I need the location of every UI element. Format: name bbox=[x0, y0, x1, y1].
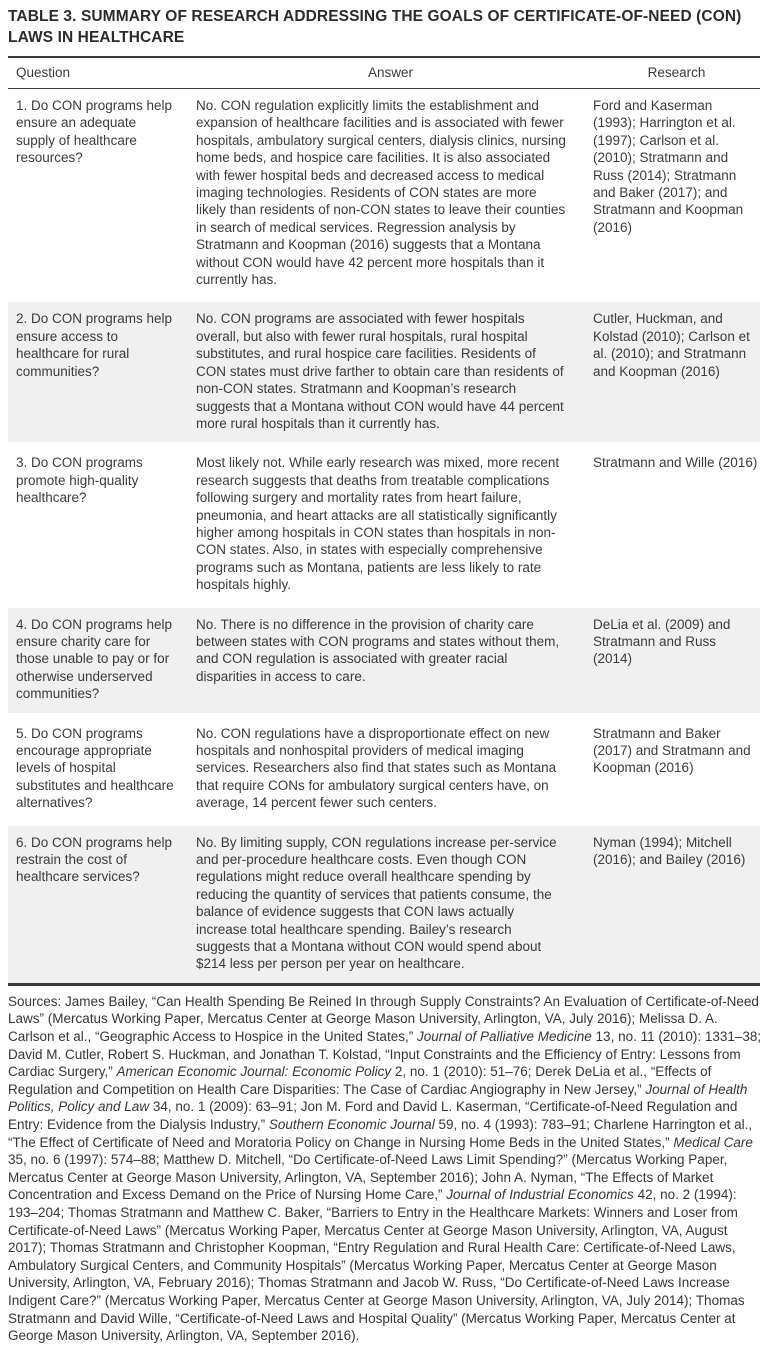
table-row-1 bbox=[8, 89, 760, 298]
table-body bbox=[8, 89, 760, 986]
answer-cell: No. CON programs are associated with fewer hospitals overall, but also with fewer rural hospitals, rural hospital substitutes, and rural hospice care facilities. Residents of CON states must drive farther to obtain care than residents of non-CON states. Stratmann and Koopman’s research suggests that a Montana without CON would have 44 percent more rural hospitals than it currently has. bbox=[196, 311, 564, 431]
answer-cell: No. There is no difference in the provision of charity care between states with CON programs and states without them, and CON regulation is associated with greater racial disparities in access to care. bbox=[196, 616, 560, 684]
question-cell: 5. Do CON programs encourage appropriate levels of hospital substitutes and healthcare alternatives? bbox=[16, 725, 174, 811]
question-cell: 4. Do CON programs help ensure charity care for those unable to pay or for otherwise underserved communities? bbox=[16, 616, 173, 702]
answer-cell: No. By limiting supply, CON regulations increase per-service and per-procedure healthcare costs. Even though CON regulations might reduce overall healthcare spending by reducing the quantity of services that patients consume, the balance of evidence suggests that CON laws actually increase total healthcare spending. Bailey’s research suggests that a Montana without CON would spend about $214 less per person per year on healthcare. bbox=[196, 834, 557, 972]
table-row-6 bbox=[8, 826, 760, 983]
sources-note: Sources: James Bailey, “Can Health Spending Be Reined In through Supply Constraints? An Evaluation of Certificate-of-Need Laws” (Mercatus Working Paper, Mercatus Center at George Mason University, Arlington, VA, July 2016); Melissa D. A. Carlson et al., “Geographic Access to Hospice in the United States,” Journal of Palliative Medicine 13, no. 11 (2010): 1331–38; David M. Cutler, Robert S. Huckman, and Jonathan T. Kolstad, “Input Constraints and the Efficiency of Entry: Lessons from Cardiac Surgery,” American Economic Journal: Economic Policy 2, no. 1 (2010): 51–76; Derek DeLia et al., “Effects of Regulation and Competition on Health Care Disparities: The Case of Cardiac Angiography in New Jersey,” Journal of Health Politics, Policy and Law 34, no. 1 (2009): 63–91; Jon M. Ford and David L. Kaserman, “Certificate-of-Need Regulation and Entry: Evidence from the Dialysis Industry,” Southern Economic Journal 59, no. 4 (1993): 783–91; Charlene Harrington et al., “The Effect of Certificate of Need and Moratoria Policy on Change in Nursing Home Beds in the United States,” Medical Care 35, no. 6 (1997): 574–88; Matthew D. Mitchell, “Do Certificate-of-Need Laws Limit Spending?” (Mercatus Working Paper, Mercatus Center at George Mason University, Arlington, VA, September 2016); John A. Nyman, “The Effects of Market Concentration and Excess Demand on the Price of Nursing Home Care,” Journal of Industrial Economics 42, no. 2 (1994): 193–204; Thomas Stratmann and Matthew C. Baker, “Barriers to Entry in the Healthcare Markets: Winners and Loser from Certificate-of-Need Laws” (Mercatus Working Paper, Mercatus Center at George Mason University, Arlington, VA, August 2017); Thomas Stratmann and Christopher Koopman, “Entry Regulation and Rural Health Care: Certificate-of-Need Laws, Ambulatory Surgical Centers, and Community Hospitals” (Mercatus Working Paper, Mercatus Center at George Mason University, Arlington, VA, February 2016); Thomas Stratmann and Jacob W. Russ, “Do Certificate-of-Need Laws Increase Indigent Care?” (Mercatus Working Paper, Mercatus Center at George Mason University, Arlington, VA, July 2014); Thomas Stratmann and David Wille, “Certificate-of-Need Laws and Hospital Quality” (Mercatus Working Paper, Mercatus Center at George Mason University, Arlington, VA, September 2016). bbox=[8, 993, 762, 1344]
summary-table bbox=[8, 56, 760, 986]
answer-cell: No. CON regulations have a disproportionate effect on new hospitals and nonhospital providers of medical imaging services. Researchers also find that states such as Montana that require CONs for ambulatory surgical centers have, on average, 14 percent fewer such centers. bbox=[196, 725, 557, 811]
column-header-answer: Answer bbox=[367, 65, 413, 80]
answer-cell: No. CON regulation explicitly limits the establishment and expansion of healthcare facilities and is associated with fewer hospitals, ambulatory surgical centers, dialysis clinics, nursing home beds, and hospice care facilities. It is also associated with fewer hospital beds and decreased access to medical imaging technologies. Residents of CON states are more likely than residents of non-CON states to leave their counties in search of medical services. Regression analysis by Stratmann and Koopman (2016) suggests that a Montana without CON would have 42 percent more hospitals than it currently has. bbox=[196, 98, 566, 288]
table-title: TABLE 3. SUMMARY OF RESEARCH ADDRESSING THE GOALS OF CERTIFICATE-OF-NEED (CON) LAWS IN HEALTHCARE bbox=[8, 8, 742, 46]
table-row-2 bbox=[8, 302, 760, 442]
answer-cell: Most likely not. While early research was mixed, more recent research suggests that deaths from treatable complications following surgery and mortality rates from heart failure, pneumonia, and heart attacks are all statistically significantly higher among hospitals in CON states than hospitals in non-CON states. Also, in states with especially comprehensive programs such as Montana, patients are less likely to rate hospitals highly. bbox=[196, 455, 560, 593]
research-cell: Cutler, Huckman, and Kolstad (2010); Carlson et al. (2010); and Stratmann and Koopman (2016) bbox=[593, 311, 750, 379]
research-cell: Stratmann and Wille (2016) bbox=[593, 455, 758, 471]
table-header-row bbox=[8, 56, 760, 89]
research-cell: DeLia et al. (2009) and Stratmann and Russ (2014) bbox=[593, 616, 731, 667]
question-cell: 2. Do CON programs help ensure access to healthcare for rural communities? bbox=[16, 311, 173, 379]
table-row-3 bbox=[8, 446, 760, 603]
table-row-4 bbox=[8, 608, 760, 713]
question-cell: 3. Do CON programs promote high-quality healthcare? bbox=[16, 455, 143, 506]
research-cell: Ford and Kaserman (1993); Harrington et al. (1997); Carlson et al. (2010); Stratmann and Russ (2014); Stratmann and Baker (2017); and Stratmann and Koopman (2016) bbox=[593, 98, 744, 235]
question-cell: 1. Do CON programs help ensure an adequate supply of healthcare resources? bbox=[16, 98, 173, 166]
question-cell: 6. Do CON programs help restrain the cost of healthcare services? bbox=[16, 834, 173, 885]
table-row-5 bbox=[8, 717, 760, 822]
research-cell: Stratmann and Baker (2017) and Stratmann and Koopman (2016) bbox=[593, 725, 751, 776]
research-cell: Nyman (1994); Mitchell (2016); and Bailey (2016) bbox=[593, 834, 746, 868]
column-header-research: Research bbox=[647, 65, 706, 80]
column-header-question: Question bbox=[16, 65, 71, 80]
